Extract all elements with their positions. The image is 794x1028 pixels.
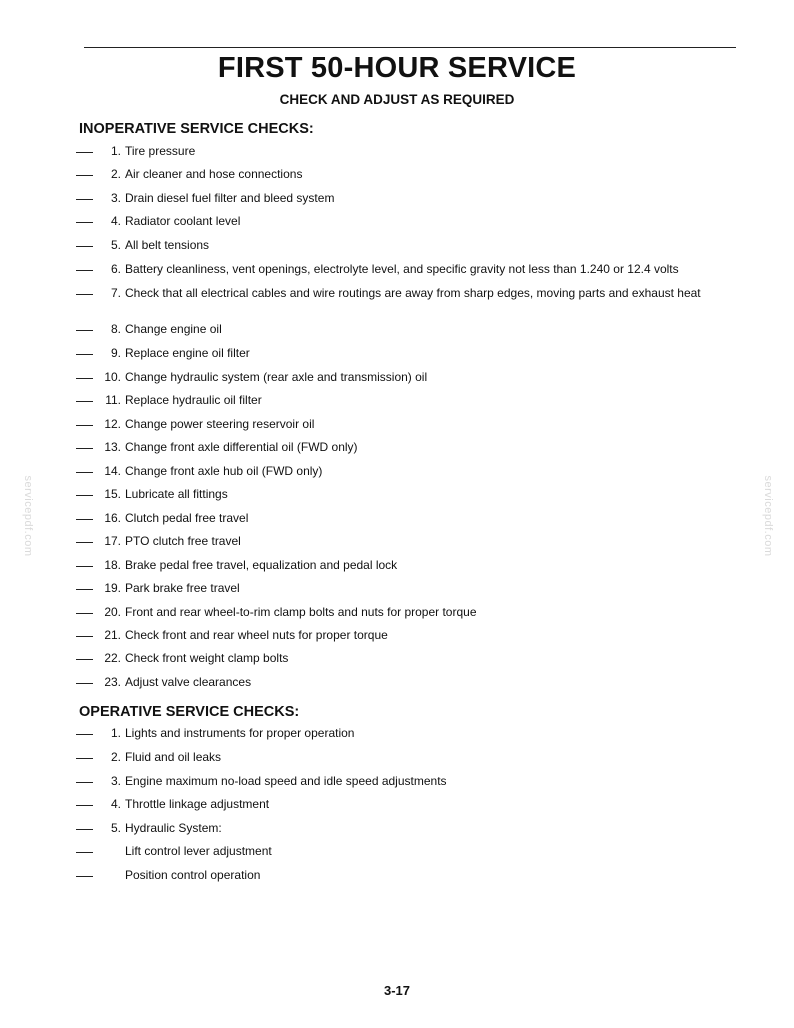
item-number: 21.: [104, 628, 121, 642]
item-number: 10.: [104, 370, 121, 384]
item-number: 13.: [104, 440, 121, 454]
item-number: 14.: [104, 464, 121, 478]
item-number: 2.: [110, 750, 121, 764]
item-number: 9.: [110, 346, 121, 360]
item-number: 2.: [110, 167, 121, 181]
item-text: Position control operation: [125, 868, 261, 882]
item-text: Air cleaner and hose connections: [125, 167, 303, 181]
item-text: Lubricate all fittings: [125, 487, 228, 501]
item-text: Check front weight clamp bolts: [125, 651, 289, 665]
item-text: Lights and instruments for proper operation: [125, 726, 355, 740]
item-text: Change hydraulic system (rear axle and transmission) oil: [125, 370, 428, 384]
item-number: 15.: [104, 487, 121, 501]
item-text: Fluid and oil leaks: [125, 750, 222, 764]
item-text: Drain diesel fuel filter and bleed system: [125, 191, 335, 205]
item-text: Clutch pedal free travel: [125, 511, 249, 525]
item-text: Battery cleanliness, vent openings, electrolyte level, and specific gravity not less than 1.240 or 12.4 volts: [125, 262, 679, 276]
watermark-right: servicepdf.com: [762, 475, 774, 557]
item-text: Check that all electrical cables and wire routings are away from sharp edges, moving parts and exhaust heat: [125, 286, 701, 300]
item-number: 7.: [110, 286, 121, 300]
watermark-left: servicepdf.com: [22, 475, 34, 557]
item-text: Replace engine oil filter: [125, 346, 250, 360]
item-number: 4.: [110, 214, 121, 228]
item-number: 20.: [104, 605, 121, 619]
item-text: Throttle linkage adjustment: [125, 797, 270, 811]
check-blank[interactable]: [76, 876, 93, 877]
item-text: Adjust valve clearances: [125, 675, 252, 689]
page-title: FIRST 50-HOUR SERVICE: [217, 52, 577, 84]
item-number: 12.: [104, 417, 121, 431]
item-text: Park brake free travel: [125, 581, 240, 595]
item-text: Replace hydraulic oil filter: [125, 393, 262, 407]
item-text: Change power steering reservoir oil: [125, 417, 315, 431]
item-text: Check front and rear wheel nuts for proper torque: [125, 628, 388, 642]
page-subtitle: CHECK AND ADJUST AS REQUIRED: [279, 92, 515, 107]
item-text: Hydraulic System:: [125, 821, 222, 835]
item-text: Change front axle differential oil (FWD only): [125, 440, 358, 454]
item-number: 18.: [104, 558, 121, 572]
item-number: 4.: [110, 797, 121, 811]
item-text: Change engine oil: [125, 322, 222, 336]
item-text: Engine maximum no-load speed and idle speed adjustments: [125, 774, 447, 788]
item-text: Radiator coolant level: [125, 214, 241, 228]
item-number: 5.: [110, 238, 121, 252]
page-number: 3-17: [383, 983, 411, 998]
item-text: Tire pressure: [125, 144, 196, 158]
item-text: All belt tensions: [125, 238, 210, 252]
item-number: 6.: [110, 262, 121, 276]
top-rule: [84, 47, 736, 48]
item-number: 22.: [104, 651, 121, 665]
item-text: Lift control lever adjustment: [125, 844, 272, 858]
item-text: PTO clutch free travel: [125, 534, 241, 548]
item-number: 1.: [110, 144, 121, 158]
item-number: 11.: [105, 393, 121, 407]
item-text: Front and rear wheel-to-rim clamp bolts and nuts for proper torque: [125, 605, 477, 619]
item-number: 19.: [104, 581, 121, 595]
operative-heading: OPERATIVE SERVICE CHECKS:: [79, 704, 300, 720]
inoperative-heading: INOPERATIVE SERVICE CHECKS:: [79, 121, 314, 137]
item-number: 3.: [110, 191, 121, 205]
item-text: Change front axle hub oil (FWD only): [125, 464, 323, 478]
item-text: Brake pedal free travel, equalization and pedal lock: [125, 558, 398, 572]
item-number: 1.: [110, 726, 121, 740]
item-number: 3.: [110, 774, 121, 788]
check-blank[interactable]: [76, 852, 93, 853]
item-number: 8.: [110, 322, 121, 336]
item-number: 16.: [104, 511, 121, 525]
item-number: 5.: [110, 821, 121, 835]
item-number: 17.: [104, 534, 121, 548]
item-number: 23.: [104, 675, 121, 689]
